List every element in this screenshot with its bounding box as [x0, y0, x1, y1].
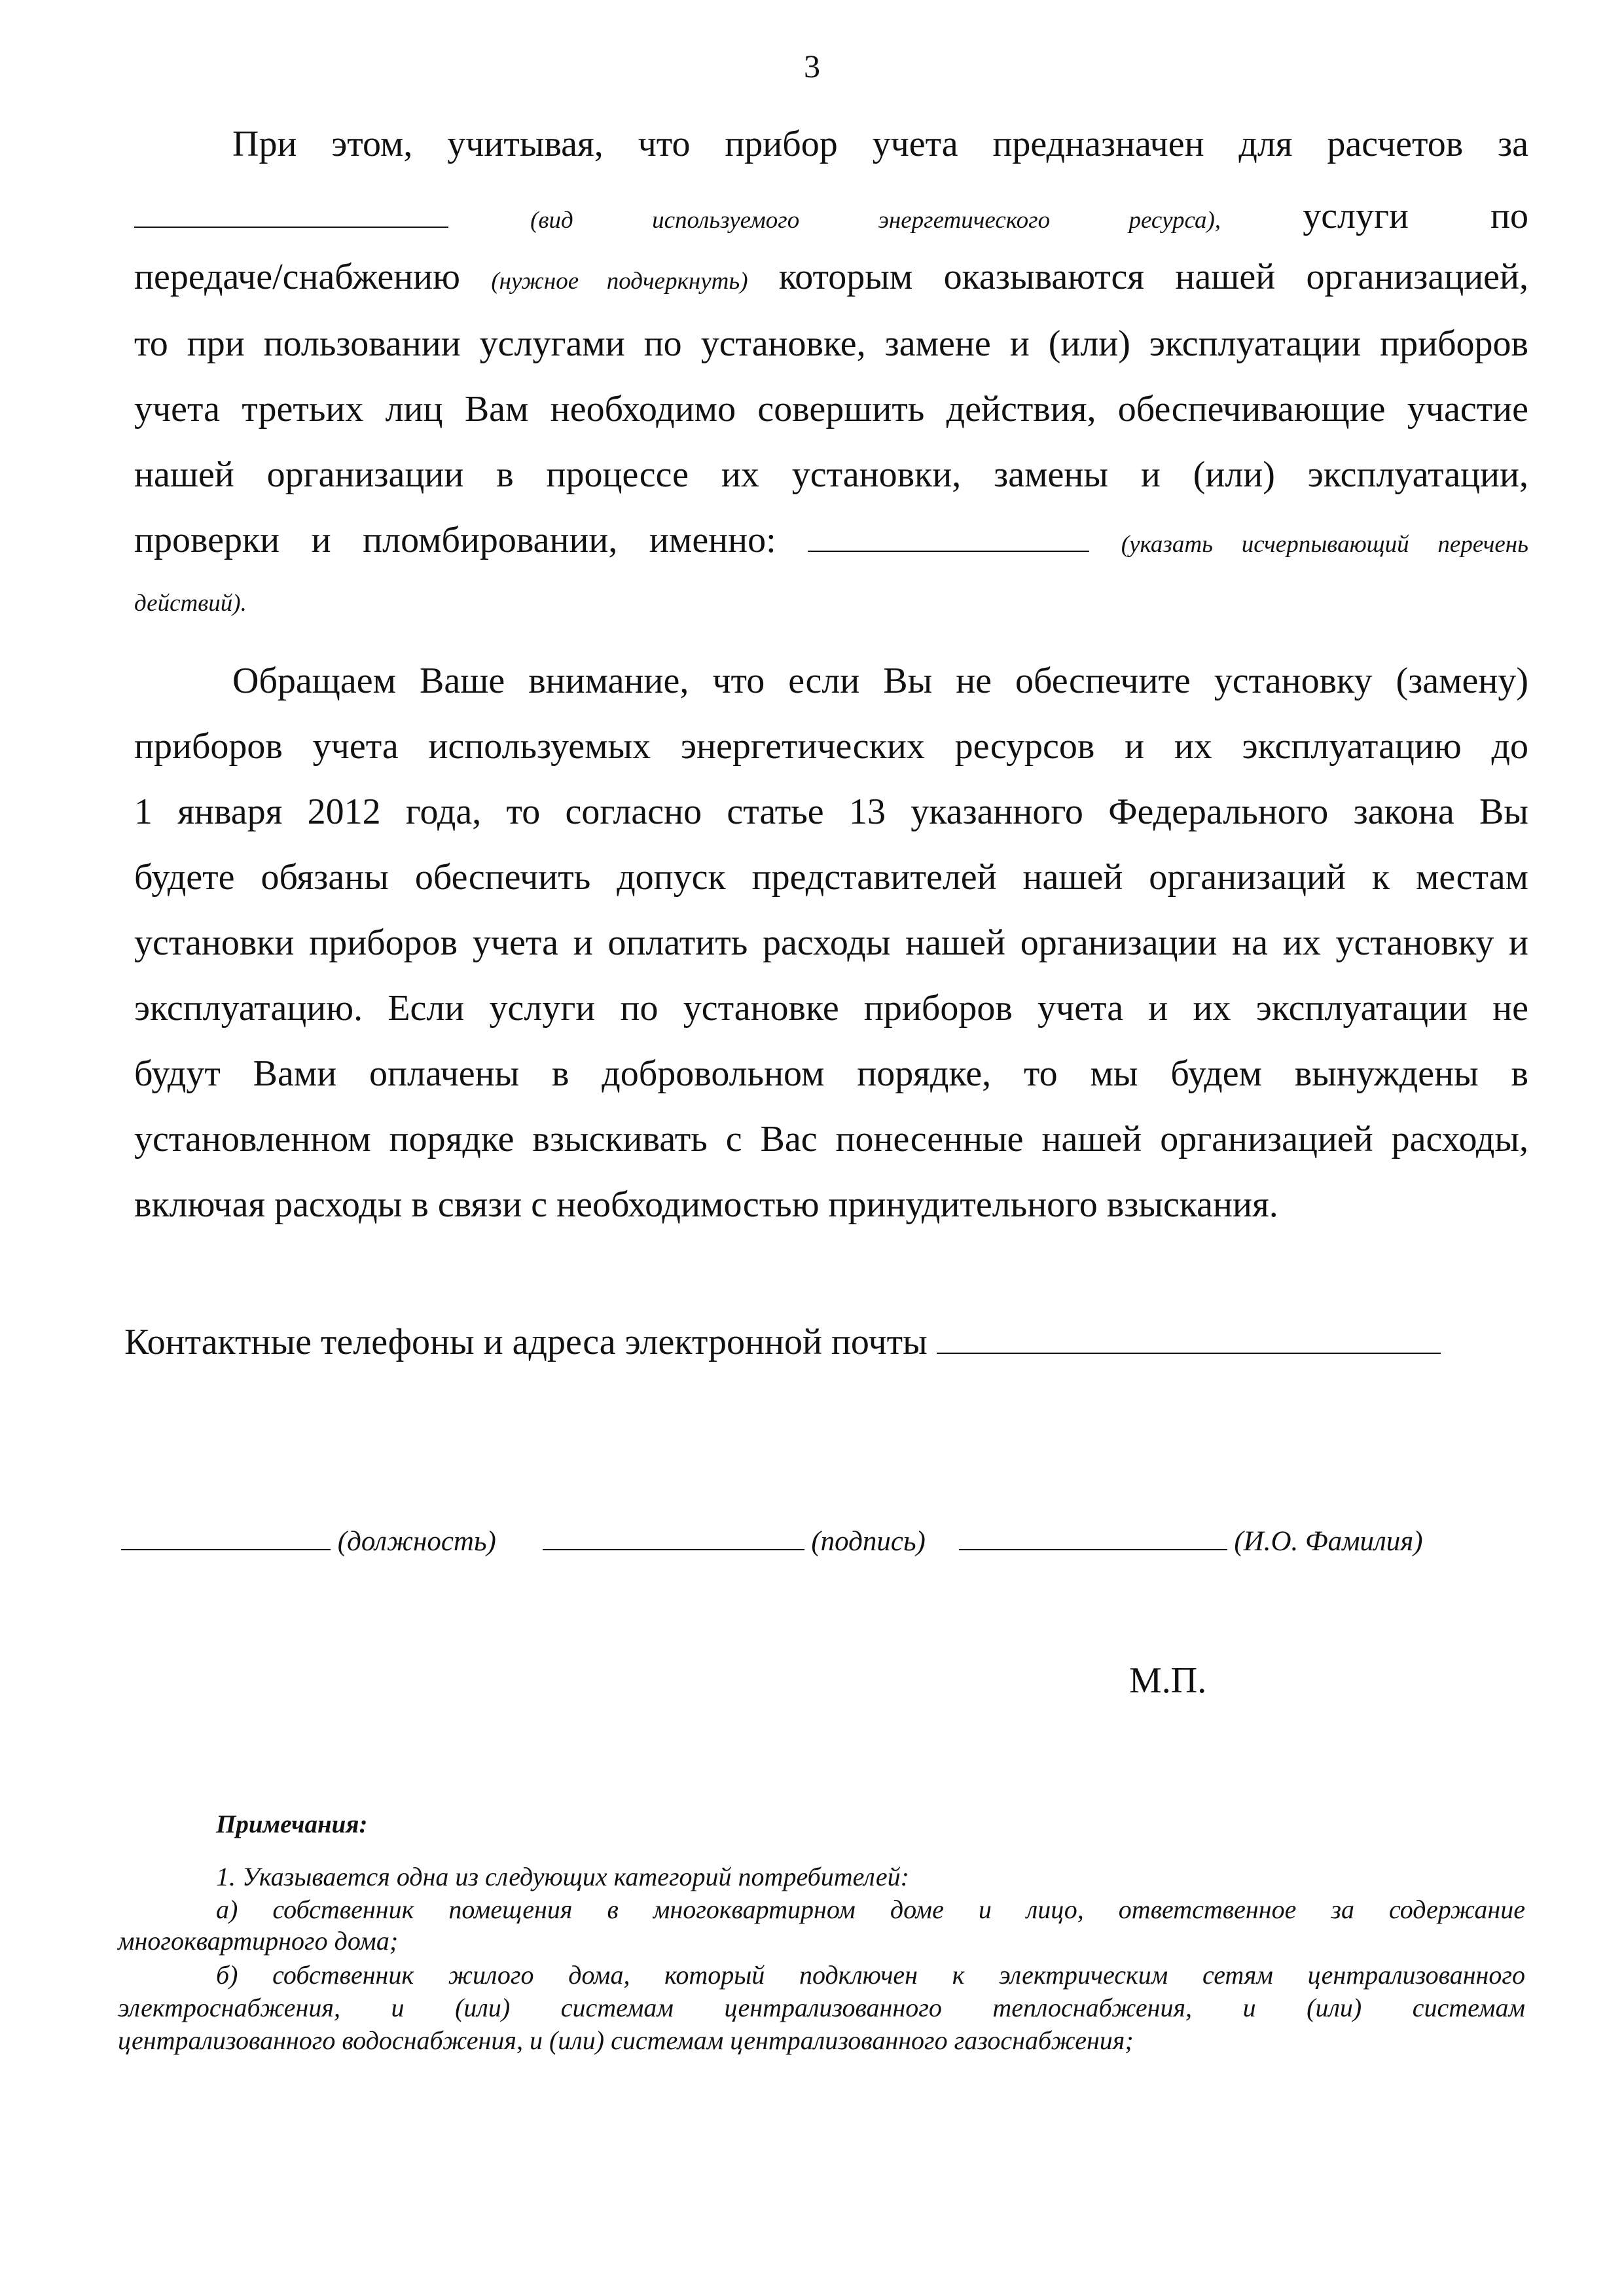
paragraph-1-line-1: При этом, учитывая, что прибор учета предназначен для расчетов за	[232, 124, 1528, 164]
name-blank	[959, 1529, 1227, 1550]
actions-text: проверки и пломбировании, именно:	[134, 520, 776, 560]
underline-hint: (нужное подчеркнуть)	[491, 268, 748, 295]
services-text: услуги по	[1303, 196, 1529, 236]
note-a-line-1: а) собственник помещения в многоквартирном доме и лицо, ответственное за содержание	[216, 1895, 1525, 1924]
paragraph-1-line-7	[134, 517, 1528, 568]
note-a-line-2: многоквартирного дома;	[118, 1926, 399, 1956]
notes-title: Примечания:	[216, 1810, 368, 1838]
note-b-line-3: централизованного водоснабжения, и (или) системам централизованного газоснабжения;	[118, 2026, 1134, 2055]
paragraph-2-line-5: установки приборов учета и оплатить расходы нашей организации на их установку и	[134, 922, 1528, 963]
signature-row	[121, 1525, 1528, 1558]
resource-type-hint: (вид используемого энергетического ресурса),	[530, 207, 1221, 234]
paragraph-2-line-4: будете обязаны обеспечить допуск представителей нашей организаций к местам	[134, 857, 1528, 898]
page-number: 3	[804, 48, 820, 84]
contacts-label: Контактные телефоны и адреса электронной почты	[124, 1322, 928, 1362]
paragraph-2-line-9: включая расходы в связи с необходимостью принудительного взыскания.	[134, 1184, 1278, 1225]
paragraph-1-line-3	[134, 254, 1528, 304]
actions-hint: (указать исчерпывающий перечень	[1121, 531, 1529, 558]
paragraph-1-line-2	[134, 193, 1528, 244]
paragraph-2-line-7: будут Вами оплачены в добровольном порядке, то мы будем вынуждены в	[134, 1053, 1528, 1094]
paragraph-1-line-5: учета третьих лиц Вам необходимо совершить действия, обеспечивающие участие	[134, 389, 1528, 429]
transfer-supply-text: передаче/снабжению	[134, 257, 460, 297]
signature-blank	[543, 1529, 804, 1550]
resource-type-blank	[134, 198, 448, 228]
paragraph-2-line-3: 1 января 2012 года, то согласно статье 13 указанного Федерального закона Вы	[134, 792, 1528, 832]
note-b-line-1: б) собственник жилого дома, который подключен к электрическим сетям централизованного	[216, 1960, 1525, 1990]
stamp-place: М.П.	[1129, 1660, 1207, 1701]
paragraph-2-line-1: Обращаем Ваше внимание, что если Вы не обеспечите установку (замену)	[232, 661, 1528, 701]
paragraph-1-line-4: то при пользовании услугами по установке, замене и (или) эксплуатации приборов	[134, 323, 1528, 364]
name-hint: (И.О. Фамилия)	[1234, 1526, 1423, 1557]
position-hint: (должность)	[337, 1526, 496, 1557]
actions-hint-end: действий).	[134, 590, 247, 617]
contacts-blank	[937, 1324, 1441, 1354]
actions-blank	[808, 522, 1089, 552]
note-1: 1. Указывается одна из следующих категорий потребителей:	[216, 1862, 909, 1891]
paragraph-2-line-2: приборов учета используемых энергетических ресурсов и их эксплуатацию до	[134, 726, 1528, 767]
signature-hint: (подпись)	[811, 1526, 926, 1557]
paragraph-1-line-8	[134, 576, 1528, 627]
paragraph-2-line-8: установленном порядке взыскивать с Вас понесенные нашей организацией расходы,	[134, 1119, 1528, 1159]
contacts-line	[124, 1319, 1519, 1365]
organization-text: которым оказываются нашей организацией,	[778, 257, 1529, 297]
paragraph-1-line-6: нашей организации в процессе их установки, замены и (или) эксплуатации,	[134, 454, 1528, 495]
position-blank	[121, 1529, 331, 1550]
paragraph-2-line-6: эксплуатацию. Если услуги по установке приборов учета и их эксплуатации не	[134, 988, 1528, 1029]
note-b-line-2: электроснабжения, и (или) системам централизованного теплоснабжения, и (или) системам	[118, 1993, 1525, 2022]
